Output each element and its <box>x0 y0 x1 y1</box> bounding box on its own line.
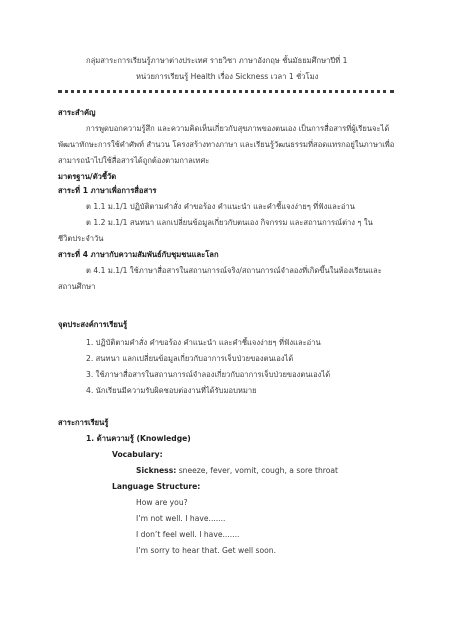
strand-4-heading: สาระที่ 4 ภาษากับความสัมพันธ์กับชุมชนและโลก <box>58 250 219 259</box>
objective-item: 2. สนทนา แลกเปลี่ยนข้อมูลเกี่ยวกับอาการเจ็บป่วยของตนเองได้ <box>86 354 294 363</box>
header-subject-line: กลุ่มสาระการเรียนรู้ภาษาต่างประเทศ รายวิชา ภาษาอังกฤษ ชั้นมัธยมศึกษาปีที่ 1 <box>86 56 348 65</box>
sickness-label: Sickness: <box>136 466 177 475</box>
vocabulary-label: Vocabulary: <box>112 450 163 459</box>
objective-item: 3. ใช้ภาษาสื่อสารในสถานการณ์จำลองเกี่ยวกับอาการเจ็บป่วยของตนเองได้ <box>86 370 331 379</box>
core-concept-heading: สาระสำคัญ <box>58 108 96 117</box>
standards-heading: มาตรฐาน/ตัวชี้วัด <box>58 172 117 181</box>
core-concept-line-3: สามารถนำไปใช้สื่อสารได้ถูกต้องตามกาลเทศะ <box>58 156 210 165</box>
objective-item: 1. ปฏิบัติตามคำสั่ง คำขอร้อง คำแนะนำ และคำชี้แจงง่ายๆ ที่ฟังและอ่าน <box>86 338 321 347</box>
objective-item: 4. นักเรียนมีความรับผิดชอบต่องานที่ได้รับมอบหมาย <box>86 386 257 395</box>
standard-4-1: ต 4.1 ม.1/1 ใช้ภาษาสื่อสารในสถานการณ์จริง/สถานการณ์จำลองที่เกิดขึ้นในห้องเรียนและ <box>86 266 382 275</box>
structure-item: I don’t feel well. I have....... <box>136 530 240 539</box>
standard-4-1-cont: สถานศึกษา <box>58 282 96 291</box>
header-unit-line: หน่วยการเรียนรู้ Health เรื่อง Sickness เวลา 1 ชั่วโมง <box>136 72 319 81</box>
core-concept-line-1: การพูดบอกความรู้สึก และความคิดเห็นเกี่ยวกับสุขภาพของตนเอง เป็นการสื่อสารที่ผู้เรียนจะได้ <box>86 124 390 133</box>
standard-1-2: ต 1.2 ม.1/1 สนทนา แลกเปลี่ยนข้อมูลเกี่ยวกับตนเอง กิจกรรม และสถานการณ์ต่าง ๆ ใน <box>86 218 373 227</box>
knowledge-heading: 1. ด้านความรู้ (Knowledge) <box>86 434 191 443</box>
standard-1-1: ต 1.1 ม.1/1 ปฏิบัติตามคำสั่ง คำขอร้อง คำแนะนำ และคำชี้แจงง่ายๆ ที่ฟังและอ่าน <box>86 202 355 211</box>
sickness-row <box>136 466 338 476</box>
language-structure-label: Language Structure: <box>112 482 201 491</box>
header-dotted-divider <box>58 90 394 93</box>
core-concept-line-2: พัฒนาทักษะการใช้คำศัพท์ สำนวน โครงสร้างทางภาษา และเรียนรู้วัฒนธรรมที่สอดแทรกอยู่ในภาษาเพื่อ <box>58 140 395 149</box>
structure-item: I’m sorry to hear that. Get well soon. <box>136 546 276 555</box>
strand-1-heading: สาระที่ 1 ภาษาเพื่อการสื่อสาร <box>58 186 157 195</box>
structure-item: I’m not well. I have....... <box>136 514 226 523</box>
structure-item: How are you? <box>136 498 188 507</box>
standard-1-2-cont: ชีวิตประจำวัน <box>58 234 104 243</box>
sickness-words: sneeze, fever, vomit, cough, a sore throat <box>178 466 339 475</box>
objectives-heading: จุดประสงค์การเรียนรู้ <box>58 320 128 329</box>
content-heading: สาระการเรียนรู้ <box>58 418 109 427</box>
